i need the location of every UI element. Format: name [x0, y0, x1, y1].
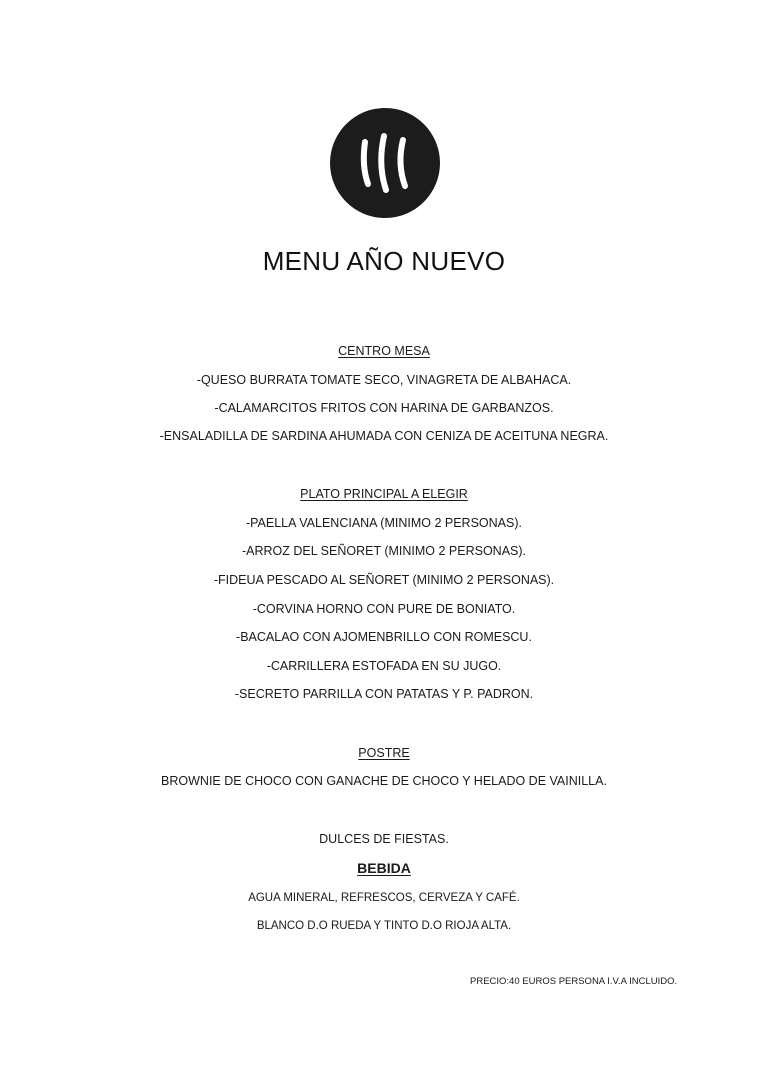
price-note: PRECIO:40 EUROS PERSONA I.V.A INCLUIDO. — [470, 976, 678, 987]
section-heading-centro-mesa: CENTRO MESA — [338, 344, 430, 358]
menu-item: -CARRILLERA ESTOFADA EN SU JUGO. — [266, 659, 502, 673]
menu-title: MENU AÑO NUEVO — [262, 246, 506, 276]
menu-item: -BACALAO CON AJOMENBRILLO CON ROMESCU. — [236, 630, 532, 644]
menu-item: -SECRETO PARRILLA CON PATATAS Y P. PADRON. — [234, 687, 534, 701]
section-heading-plato-principal: PLATO PRINCIPAL A ELEGIR — [300, 487, 468, 501]
menu-item: -ARROZ DEL SEÑORET (MINIMO 2 PERSONAS). — [241, 544, 527, 558]
section-heading-bebida: BEBIDA — [357, 860, 411, 876]
menu-item: BROWNIE DE CHOCO CON GANACHE DE CHOCO Y HELADO DE VAINILLA. — [161, 774, 607, 788]
menu-item: -CORVINA HORNO CON PURE DE BONIATO. — [252, 602, 516, 616]
menu-item: -ENSALADILLA DE SARDINA AHUMADA CON CENIZA DE ACEITUNA NEGRA. — [159, 429, 609, 443]
menu-item: -PAELLA VALENCIANA (MINIMO 2 PERSONAS). — [245, 516, 522, 530]
menu-item: -CALAMARCITOS FRITOS CON HARINA DE GARBANZOS. — [214, 401, 554, 415]
menu-item: -QUESO BURRATA TOMATE SECO, VINAGRETA DE ALBAHACA. — [196, 373, 572, 387]
menu-item: -FIDEUA PESCADO AL SEÑORET (MINIMO 2 PERSONAS). — [213, 573, 555, 587]
menu-item: AGUA MINERAL, REFRESCOS, CERVEZA Y CAFÉ. — [248, 892, 520, 904]
menu-item: BLANCO D.O RUEDA Y TINTO D.O RIOJA ALTA. — [256, 920, 512, 932]
restaurant-logo — [330, 108, 440, 218]
menu-item: DULCES DE FIESTAS. — [319, 832, 449, 846]
section-heading-postre: POSTRE — [358, 746, 410, 760]
